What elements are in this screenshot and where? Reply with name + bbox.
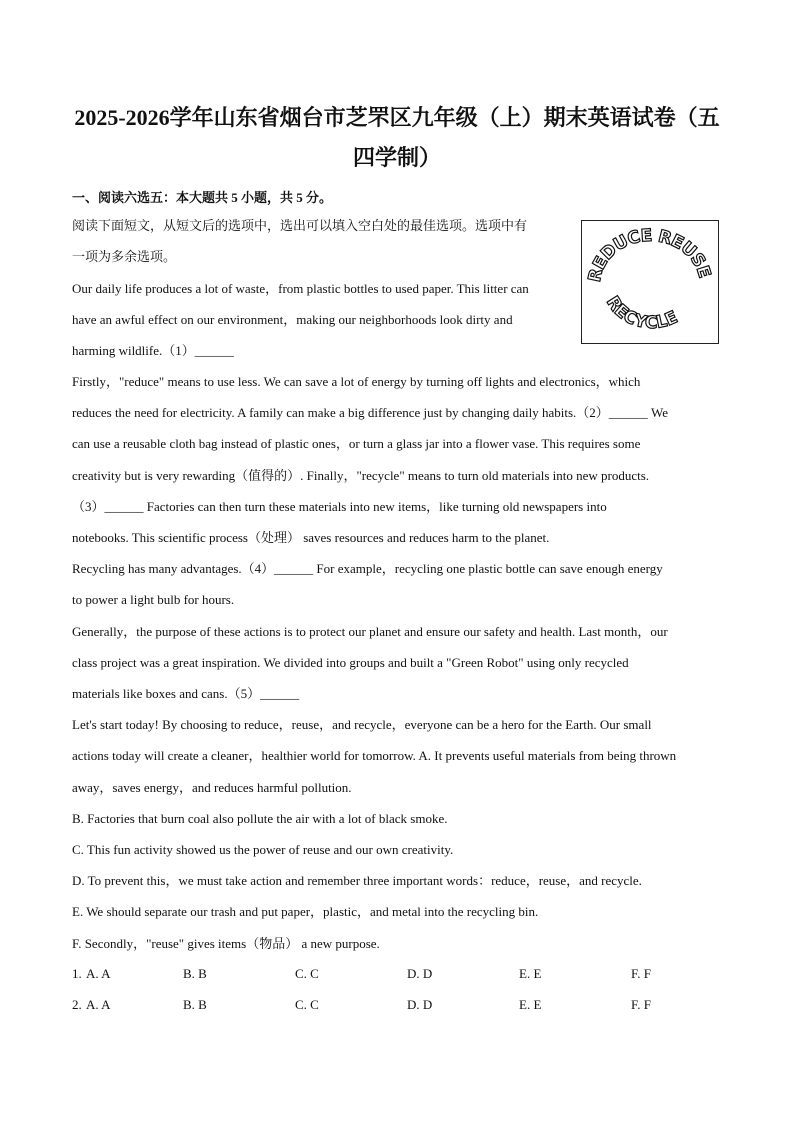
passage-line: reduces the need for electricity. A family can make a big difference just by changing daily habits.（2）______ We — [72, 405, 669, 420]
passage-line: actions today will create a cleaner，healthier world for tomorrow. A. It prevents useful materials from being thrown — [72, 748, 677, 763]
option-c-text: C. This fun activity showed us the power of reuse and our own creativity. — [72, 842, 454, 857]
choice-d[interactable]: D. D — [407, 997, 433, 1012]
choice-d[interactable]: D. D — [407, 966, 433, 981]
choice-e[interactable]: E. E — [519, 997, 542, 1012]
choice-b[interactable]: B. B — [183, 966, 207, 981]
option-e-text: E. We should separate our trash and put paper，plastic，and metal into the recycling bin. — [72, 904, 539, 919]
choice-f[interactable]: F. F — [631, 966, 651, 981]
passage-line: Our daily life produces a lot of waste，from plastic bottles to used paper. This litter can — [72, 281, 529, 296]
svg-text:RECYCLE — [602, 293, 681, 333]
svg-text:REDUCE REUSE — [585, 226, 714, 284]
option-d-text: D. To prevent this，we must take action and remember three important words：reduce，reuse，and recycle. — [72, 873, 642, 888]
passage-line: harming wildlife.（1）______ — [72, 343, 234, 358]
passage-line: Let's start today! By choosing to reduce，reuse，and recycle，everyone can be a hero for the Earth. Our small — [72, 717, 652, 732]
logo-word-reuse: REUSE — [656, 226, 715, 281]
choice-e[interactable]: E. E — [519, 966, 542, 981]
passage-line: Recycling has many advantages.（4）______ For example，recycling one plastic bottle can save enough energy — [72, 561, 663, 576]
exam-title-line-2: 四学制） — [352, 145, 441, 170]
choice-a[interactable]: A. A — [86, 966, 111, 981]
option-f-text: F. Secondly，"reuse" gives items（物品） a new purpose. — [72, 936, 380, 951]
option-b-text: B. Factories that burn coal also pollute the air with a lot of black smoke. — [72, 811, 448, 826]
passage-line: away，saves energy，and reduces harmful pollution. — [72, 780, 352, 795]
choice-a[interactable]: A. A — [86, 997, 111, 1012]
instruction-line: 一项为多余选项。 — [72, 249, 177, 264]
passage-line: Generally，the purpose of these actions is to protect our planet and ensure our safety and health. Last month，our — [72, 624, 668, 639]
instruction-line: 阅读下面短文，从短文后的选项中，选出可以填入空白处的最佳选项。选项中有 — [72, 218, 528, 233]
section-heading: 一、阅读六选五：本大题共 5 小题，共 5 分。 — [72, 190, 333, 205]
passage-line: creativity but is very rewarding（值得的）. Finally，"recycle" means to turn old materials into new products. — [72, 468, 650, 483]
passage-line: class project was a great inspiration. We divided into groups and built a "Green Robot" using only recycled — [72, 655, 629, 670]
passage-line: （3）______ Factories can then turn these materials into new items，like turning old newspapers into — [72, 499, 607, 514]
exam-title-line-1: 2025-2026学年山东省烟台市芝罘区九年级（上）期末英语试卷（五 — [74, 105, 720, 130]
choice-c[interactable]: C. C — [295, 997, 319, 1012]
reduce-reuse-recycle-logo — [581, 220, 719, 344]
choice-b[interactable]: B. B — [183, 997, 207, 1012]
passage-line: notebooks. This scientific process（处理） saves resources and reduces harm to the planet. — [72, 530, 550, 545]
question-number: 2. — [72, 997, 82, 1012]
passage-line: materials like boxes and cans.（5）______ — [72, 686, 300, 701]
passage-line: can use a reusable cloth bag instead of plastic ones，or turn a glass jar into a flower vase. This requires some — [72, 436, 641, 451]
passage-line: to power a light bulb for hours. — [72, 592, 235, 607]
choice-f[interactable]: F. F — [631, 997, 651, 1012]
logo-word-reduce: REDUCE — [584, 225, 653, 284]
passage-line: Firstly，"reduce" means to use less. We can save a lot of energy by turning off lights and electronics，which — [72, 374, 641, 389]
logo-word-recycle: RECYCLE — [601, 292, 681, 334]
passage-line: have an awful effect on our environment，making our neighborhoods look dirty and — [72, 312, 513, 327]
question-number: 1. — [72, 966, 82, 981]
choice-c[interactable]: C. C — [295, 966, 319, 981]
